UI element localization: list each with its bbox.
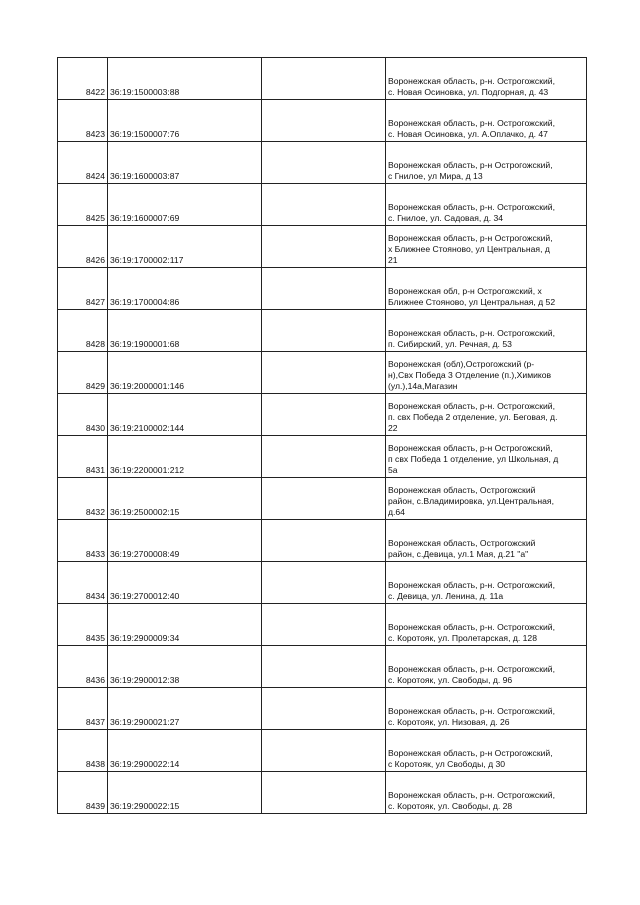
address-line: с Коротояк, ул Свободы, д 30 <box>388 759 506 769</box>
empty-cell <box>262 58 386 100</box>
row-number-cell: 8429 <box>58 352 108 394</box>
cadastral-number-cell: 36:19:2900022:15 <box>108 772 262 814</box>
empty-cell <box>262 226 386 268</box>
cadastral-number-cell: 36:19:1600007:69 <box>108 184 262 226</box>
address-line: Воронежская область, р-н. Острогожский, <box>388 202 555 212</box>
address-cell <box>386 58 587 100</box>
row-number-cell: 8436 <box>58 646 108 688</box>
row-number-cell: 8432 <box>58 478 108 520</box>
table-row <box>58 142 587 184</box>
address-cell <box>386 226 587 268</box>
row-number-cell: 8433 <box>58 520 108 562</box>
empty-cell <box>262 394 386 436</box>
row-number-cell: 8431 <box>58 436 108 478</box>
address-cell <box>386 352 587 394</box>
cadastral-number-cell: 36:19:2700008:49 <box>108 520 262 562</box>
address-line: 22 <box>388 423 398 433</box>
address-line: с Гнилое, ул Мира, д 13 <box>388 171 483 181</box>
cadastral-number-cell: 36:19:2900021:27 <box>108 688 262 730</box>
empty-cell <box>262 436 386 478</box>
cadastral-number-cell: 36:19:1700004:86 <box>108 268 262 310</box>
table-row <box>58 100 587 142</box>
table-row <box>58 310 587 352</box>
address-line: (ул.),14а,Магазин <box>388 381 458 391</box>
empty-cell <box>262 184 386 226</box>
empty-cell <box>262 142 386 184</box>
empty-cell <box>262 604 386 646</box>
address-cell <box>386 310 587 352</box>
address-line: 21 <box>388 255 398 265</box>
table-row <box>58 352 587 394</box>
empty-cell <box>262 352 386 394</box>
address-line: с. Коротояк, ул. Свободы, д. 96 <box>388 675 513 685</box>
address-line: Воронежская область, р-н. Острогожский, <box>388 328 555 338</box>
address-line: Воронежская область, р-н. Острогожский, <box>388 622 555 632</box>
row-number-cell: 8434 <box>58 562 108 604</box>
address-line: Воронежская область, Острогожский <box>388 485 536 495</box>
address-line: 5а <box>388 465 398 475</box>
address-line: п свх Победа 1 отделение, ул Школьная, д <box>388 454 559 464</box>
address-line: н),Свх Победа 3 Отделение (п.),Химиков <box>388 370 552 380</box>
empty-cell <box>262 478 386 520</box>
row-number-cell: 8426 <box>58 226 108 268</box>
cadastral-number-cell: 36:19:2900022:14 <box>108 730 262 772</box>
row-number-cell: 8430 <box>58 394 108 436</box>
table-row <box>58 394 587 436</box>
cadastral-number-cell: 36:19:2200001:212 <box>108 436 262 478</box>
address-line: с. Коротояк, ул. Низовая, д. 26 <box>388 717 510 727</box>
cadastral-number-cell: 36:19:2500002:15 <box>108 478 262 520</box>
address-cell <box>386 478 587 520</box>
table-row <box>58 436 587 478</box>
address-line: Воронежская обл, р-н Острогожский, х <box>388 286 542 296</box>
address-line: с. Новая Осиновка, ул. А.Оплачко, д. 47 <box>388 129 548 139</box>
row-number-cell: 8425 <box>58 184 108 226</box>
table-row <box>58 604 587 646</box>
address-cell <box>386 394 587 436</box>
address-line: с. Новая Осиновка, ул. Подгорная, д. 43 <box>388 87 549 97</box>
table-row <box>58 226 587 268</box>
row-number-cell: 8427 <box>58 268 108 310</box>
address-line: с. Коротояк, ул. Свободы, д. 28 <box>388 801 513 811</box>
address-cell <box>386 562 587 604</box>
address-line: Воронежская область, р-н. Острогожский, <box>388 401 555 411</box>
empty-cell <box>262 772 386 814</box>
table-row <box>58 688 587 730</box>
address-line: Воронежская область, Острогожский <box>388 538 536 548</box>
address-line: д.64 <box>388 507 405 517</box>
address-line: Воронежская область, р-н. Острогожский, <box>388 118 555 128</box>
table-row <box>58 646 587 688</box>
cadastral-number-cell: 36:19:2000001:146 <box>108 352 262 394</box>
table-row <box>58 562 587 604</box>
empty-cell <box>262 562 386 604</box>
address-line: Воронежская (обл),Острогожский (р- <box>388 359 535 369</box>
address-cell <box>386 268 587 310</box>
row-number-cell: 8422 <box>58 58 108 100</box>
empty-cell <box>262 688 386 730</box>
address-line: район, с.Девица, ул.1 Мая, д.21 "а" <box>388 549 529 559</box>
address-line: Воронежская область, р-н Острогожский, <box>388 748 553 758</box>
address-line: п. свх Победа 2 отделение, ул. Беговая, д. <box>388 412 558 422</box>
address-line: п. Сибирский, ул. Речная, д. 53 <box>388 339 512 349</box>
cadastral-number-cell: 36:19:1600003:87 <box>108 142 262 184</box>
address-line: Ближнее Стояново, ул Центральная, д 52 <box>388 297 556 307</box>
row-number-cell: 8437 <box>58 688 108 730</box>
cadastral-number-cell: 36:19:2900012:38 <box>108 646 262 688</box>
address-line: Воронежская область, р-н. Острогожский, <box>388 76 555 86</box>
address-cell <box>386 520 587 562</box>
empty-cell <box>262 730 386 772</box>
address-cell <box>386 100 587 142</box>
cadastral-number-cell: 36:19:1500007:76 <box>108 100 262 142</box>
address-line: с. Девица, ул. Ленина, д. 11а <box>388 591 504 601</box>
table-row <box>58 184 587 226</box>
row-number-cell: 8424 <box>58 142 108 184</box>
table-row <box>58 478 587 520</box>
empty-cell <box>262 520 386 562</box>
row-number-cell: 8439 <box>58 772 108 814</box>
address-cell <box>386 688 587 730</box>
row-number-cell: 8435 <box>58 604 108 646</box>
property-registry-table <box>57 57 587 814</box>
empty-cell <box>262 646 386 688</box>
address-cell <box>386 646 587 688</box>
address-line: Воронежская область, р-н Острогожский, <box>388 233 553 243</box>
empty-cell <box>262 310 386 352</box>
address-line: х Ближнее Стояново, ул Центральная, д <box>388 244 550 254</box>
address-line: с. Гнилое, ул. Садовая, д. 34 <box>388 213 504 223</box>
table-row <box>58 730 587 772</box>
address-cell <box>386 730 587 772</box>
table-row <box>58 772 587 814</box>
address-line: район, с.Владимировка, ул.Центральная, <box>388 496 554 506</box>
address-cell <box>386 772 587 814</box>
address-line: Воронежская область, р-н. Острогожский, <box>388 580 555 590</box>
address-cell <box>386 184 587 226</box>
cadastral-number-cell: 36:19:2900009:34 <box>108 604 262 646</box>
cadastral-number-cell: 36:19:1900001:68 <box>108 310 262 352</box>
registry-table-body <box>58 58 587 814</box>
address-line: с. Коротояк, ул. Пролетарская, д. 128 <box>388 633 537 643</box>
table-row <box>58 58 587 100</box>
cadastral-number-cell: 36:19:1700002:117 <box>108 226 262 268</box>
table-row <box>58 268 587 310</box>
empty-cell <box>262 268 386 310</box>
address-line: Воронежская область, р-н. Острогожский, <box>388 706 555 716</box>
empty-cell <box>262 100 386 142</box>
address-cell <box>386 604 587 646</box>
address-line: Воронежская область, р-н. Острогожский, <box>388 664 555 674</box>
cadastral-number-cell: 36:19:2700012:40 <box>108 562 262 604</box>
address-line: Воронежская область, р-н Острогожский, <box>388 160 553 170</box>
row-number-cell: 8438 <box>58 730 108 772</box>
cadastral-number-cell: 36:19:1500003:88 <box>108 58 262 100</box>
cadastral-number-cell: 36:19:2100002:144 <box>108 394 262 436</box>
address-cell <box>386 436 587 478</box>
row-number-cell: 8428 <box>58 310 108 352</box>
table-row <box>58 520 587 562</box>
address-line: Воронежская область, р-н. Острогожский, <box>388 790 555 800</box>
address-cell <box>386 142 587 184</box>
address-line: Воронежская область, р-н Острогожский, <box>388 443 553 453</box>
row-number-cell: 8423 <box>58 100 108 142</box>
